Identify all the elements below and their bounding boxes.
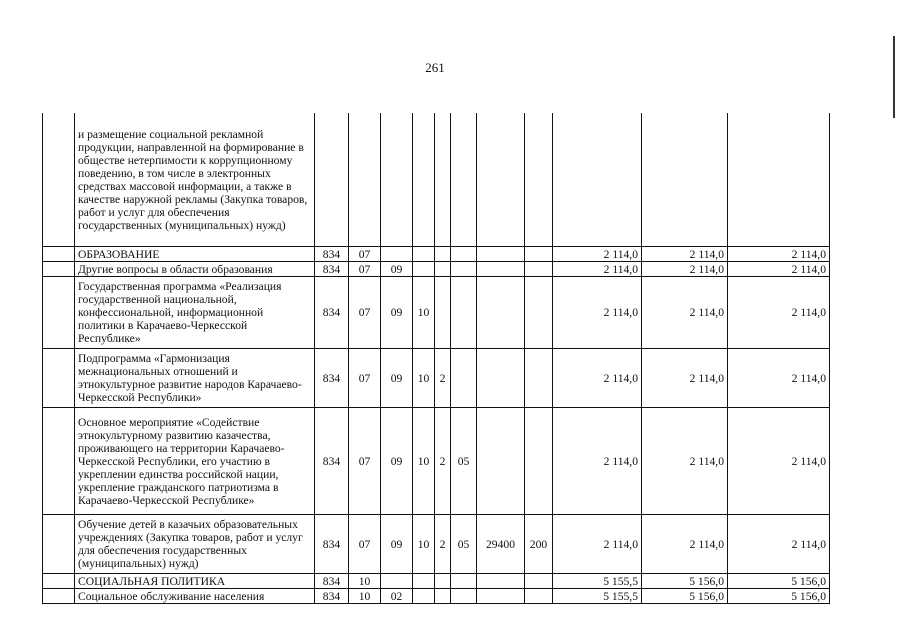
ved-code: 834 (315, 589, 349, 604)
row-indent-cell (43, 408, 75, 515)
measure-code (451, 589, 477, 604)
amount-year-1: 2 114,0 (553, 515, 642, 574)
program-code (413, 262, 435, 277)
amount-year-1 (553, 113, 642, 247)
subsection-code: 09 (381, 349, 413, 408)
subprogram-code (435, 247, 451, 262)
row-name: Государственная программа «Реализация государственной национальной, конфессиональной, информационной политики в Карачаево-Черкесской Республике» (75, 277, 315, 349)
section-code: 07 (349, 515, 381, 574)
subsection-code: 09 (381, 277, 413, 349)
section-code: 07 (349, 408, 381, 515)
table-row (43, 589, 830, 604)
subprogram-code (435, 589, 451, 604)
direction-code (477, 574, 525, 589)
row-indent-cell (43, 574, 75, 589)
direction-code (477, 349, 525, 408)
table-row (43, 408, 830, 515)
subsection-code: 09 (381, 262, 413, 277)
expense-type-code (525, 277, 553, 349)
section-code: 07 (349, 277, 381, 349)
row-indent-cell (43, 277, 75, 349)
amount-year-3 (728, 113, 830, 247)
amount-year-1: 5 155,5 (553, 589, 642, 604)
program-code (413, 574, 435, 589)
table-row (43, 262, 830, 277)
row-name: Обучение детей в казачьих образовательных учреждениях (Закупка товаров, работ и услуг для обеспечения государственных (муниципальных) нужд) (75, 515, 315, 574)
amount-year-2: 2 114,0 (642, 277, 728, 349)
expense-type-code (525, 247, 553, 262)
section-code: 10 (349, 574, 381, 589)
amount-year-3: 5 156,0 (728, 589, 830, 604)
section-code (349, 113, 381, 247)
row-indent-cell (43, 247, 75, 262)
section-code: 07 (349, 349, 381, 408)
subprogram-code (435, 574, 451, 589)
amount-year-2 (642, 113, 728, 247)
row-name: ОБРАЗОВАНИЕ (75, 247, 315, 262)
ved-code: 834 (315, 262, 349, 277)
amount-year-2: 5 156,0 (642, 574, 728, 589)
row-name: Подпрограмма «Гармонизация межнациональных отношений и этнокультурное развитие народов Карачаево-Черкесской Республики» (75, 349, 315, 408)
direction-code (477, 113, 525, 247)
direction-code (477, 277, 525, 349)
amount-year-2: 2 114,0 (642, 262, 728, 277)
row-name: и размещение социальной рекламной продукции, направленной на формирование в обществе нетерпимости к коррупционному поведению, в том числе в электронных средствах массовой информации, а также в качестве наружной рекламы (Закупка товаров, работ и услуг для обеспечения государственных (муниципальных) нужд) (75, 113, 315, 247)
section-code: 07 (349, 247, 381, 262)
subprogram-code (435, 277, 451, 349)
row-name: Основное мероприятие «Содействие этнокультурному развитию казачества, проживающего на территории Карачаево-Черкесской Республики, его участию в укреплении единства российской нации, укрепление гражданского патриотизма в Карачаево-Черкесской Республике» (75, 408, 315, 515)
measure-code (451, 247, 477, 262)
measure-code (451, 113, 477, 247)
amount-year-3: 2 114,0 (728, 349, 830, 408)
amount-year-2: 2 114,0 (642, 349, 728, 408)
row-name: Другие вопросы в области образования (75, 262, 315, 277)
expense-type-code (525, 408, 553, 515)
amount-year-3: 5 156,0 (728, 574, 830, 589)
expense-type-code (525, 113, 553, 247)
table-row (43, 277, 830, 349)
subsection-code (381, 113, 413, 247)
expense-type-code (525, 262, 553, 277)
row-indent-cell (43, 349, 75, 408)
program-code (413, 589, 435, 604)
amount-year-1: 2 114,0 (553, 262, 642, 277)
page-edge-line (893, 36, 895, 118)
measure-code: 05 (451, 515, 477, 574)
row-indent-cell (43, 515, 75, 574)
amount-year-2: 2 114,0 (642, 408, 728, 515)
program-code: 10 (413, 408, 435, 515)
measure-code (451, 349, 477, 408)
direction-code (477, 408, 525, 515)
row-indent-cell (43, 262, 75, 277)
ved-code: 834 (315, 408, 349, 515)
subprogram-code: 2 (435, 349, 451, 408)
expense-type-code (525, 574, 553, 589)
amount-year-3: 2 114,0 (728, 515, 830, 574)
row-name: СОЦИАЛЬНАЯ ПОЛИТИКА (75, 574, 315, 589)
direction-code (477, 247, 525, 262)
amount-year-3: 2 114,0 (728, 262, 830, 277)
subsection-code: 02 (381, 589, 413, 604)
program-code (413, 113, 435, 247)
measure-code (451, 277, 477, 349)
subprogram-code: 2 (435, 408, 451, 515)
measure-code: 05 (451, 408, 477, 515)
table-row (43, 574, 830, 589)
amount-year-2: 2 114,0 (642, 247, 728, 262)
ved-code (315, 113, 349, 247)
table-row (43, 113, 830, 247)
amount-year-1: 2 114,0 (553, 408, 642, 515)
measure-code (451, 574, 477, 589)
expense-type-code (525, 349, 553, 408)
direction-code (477, 262, 525, 277)
expense-type-code (525, 589, 553, 604)
page-number: 261 (425, 60, 445, 75)
direction-code: 29400 (477, 515, 525, 574)
table-row (43, 515, 830, 574)
amount-year-2: 5 156,0 (642, 589, 728, 604)
amount-year-1: 2 114,0 (553, 247, 642, 262)
amount-year-3: 2 114,0 (728, 408, 830, 515)
program-code: 10 (413, 349, 435, 408)
direction-code (477, 589, 525, 604)
budget-table (42, 113, 830, 604)
amount-year-2: 2 114,0 (642, 515, 728, 574)
row-indent-cell (43, 589, 75, 604)
ved-code: 834 (315, 247, 349, 262)
subprogram-code: 2 (435, 515, 451, 574)
subsection-code (381, 247, 413, 262)
ved-code: 834 (315, 574, 349, 589)
section-code: 10 (349, 589, 381, 604)
row-indent-cell (43, 113, 75, 247)
subsection-code (381, 574, 413, 589)
ved-code: 834 (315, 349, 349, 408)
table-row (43, 247, 830, 262)
row-name: Социальное обслуживание населения (75, 589, 315, 604)
budget-table-body (43, 113, 830, 604)
ved-code: 834 (315, 515, 349, 574)
subsection-code: 09 (381, 408, 413, 515)
subprogram-code (435, 262, 451, 277)
amount-year-3: 2 114,0 (728, 247, 830, 262)
subsection-code: 09 (381, 515, 413, 574)
amount-year-1: 2 114,0 (553, 277, 642, 349)
program-code: 10 (413, 277, 435, 349)
ved-code: 834 (315, 277, 349, 349)
table-row (43, 349, 830, 408)
subprogram-code (435, 113, 451, 247)
amount-year-1: 5 155,5 (553, 574, 642, 589)
amount-year-3: 2 114,0 (728, 277, 830, 349)
program-code: 10 (413, 515, 435, 574)
amount-year-1: 2 114,0 (553, 349, 642, 408)
expense-type-code: 200 (525, 515, 553, 574)
program-code (413, 247, 435, 262)
section-code: 07 (349, 262, 381, 277)
measure-code (451, 262, 477, 277)
